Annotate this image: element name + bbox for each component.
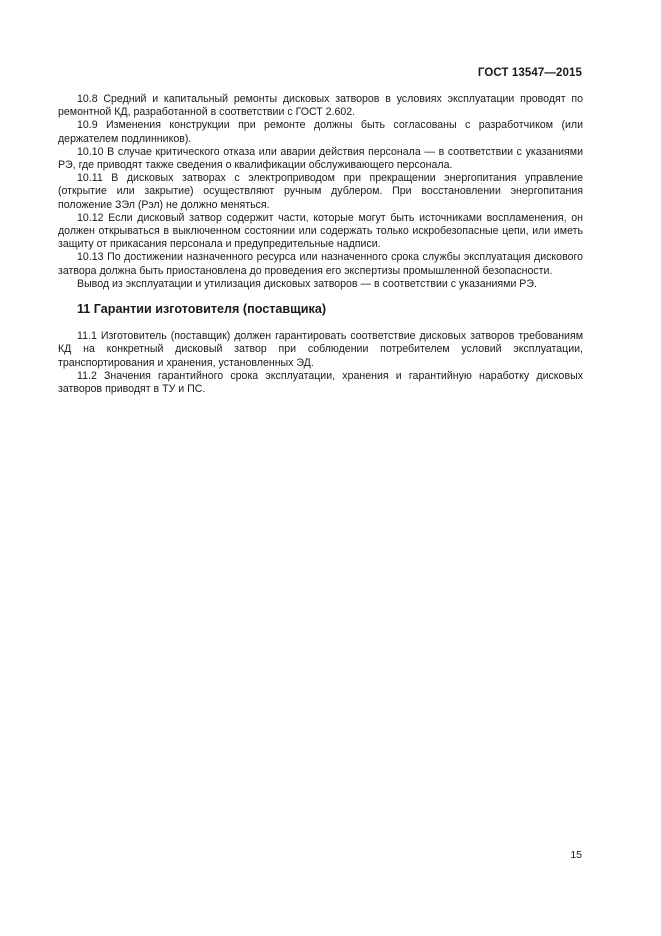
paragraph-10-8: 10.8 Средний и капитальный ремонты дисковых затворов в условиях эксплуатации проводят по ремонтной КД, разработанной в соответствии с ГОСТ 2.602. [58,93,583,119]
paragraph-11-1: 11.1 Изготовитель (поставщик) должен гарантировать соответствие дисковых затворов требованиям КД на конкретный дисковый затвор при соблюдении потребителем условий эксплуатации, транспортирования и хранения, установленных ЭД. [58,330,583,369]
document-body [58,93,583,396]
section-title: 11 Гарантии изготовителя (поставщика) [77,302,327,317]
paragraph-10-10: 10.10 В случае критического отказа или аварии действия персонала — в соответствии с указаниями РЭ, где приводят также сведения о квалификации обслуживающего персонала. [58,145,583,172]
paragraph-decommissioning: Вывод из эксплуатации и утилизация дисковых затворов — в соответствии с указаниями РЭ. [77,277,537,290]
paragraph-11-2: 11.2 Значения гарантийного срока эксплуатации, хранения и гарантийную наработку дисковых затворов приводят в ТУ и ПС. [58,369,583,396]
page-number: 15 [570,849,582,861]
paragraph-10-9: 10.9 Изменения конструкции при ремонте должны быть согласованы с разработчиком (или держателем подлинников). [58,119,583,145]
paragraph-10-13: 10.13 По достижении назначенного ресурса или назначенного срока службы эксплуатация дискового затвора должна быть приостановлена до проведения его экспертизы промышленной безопасности. [58,251,583,277]
paragraph-10-11: 10.11 В дисковых затворах с электроприводом при прекращении энергопитания управление (открытие или закрытие) осуществляют ручным дублером. При восстановлении энергопитания положение ЗЭл (Рэл) не должно меняться. [58,172,583,211]
document-code-header: ГОСТ 13547—2015 [477,67,582,79]
paragraph-10-12: 10.12 Если дисковый затвор содержит части, которые могут быть источниками воспламенения, он должен открываться в выключенном состоянии или содержать только искробезопасные цепи, или иметь защиту от прикасания персонала и предупредительные надписи. [58,211,583,251]
